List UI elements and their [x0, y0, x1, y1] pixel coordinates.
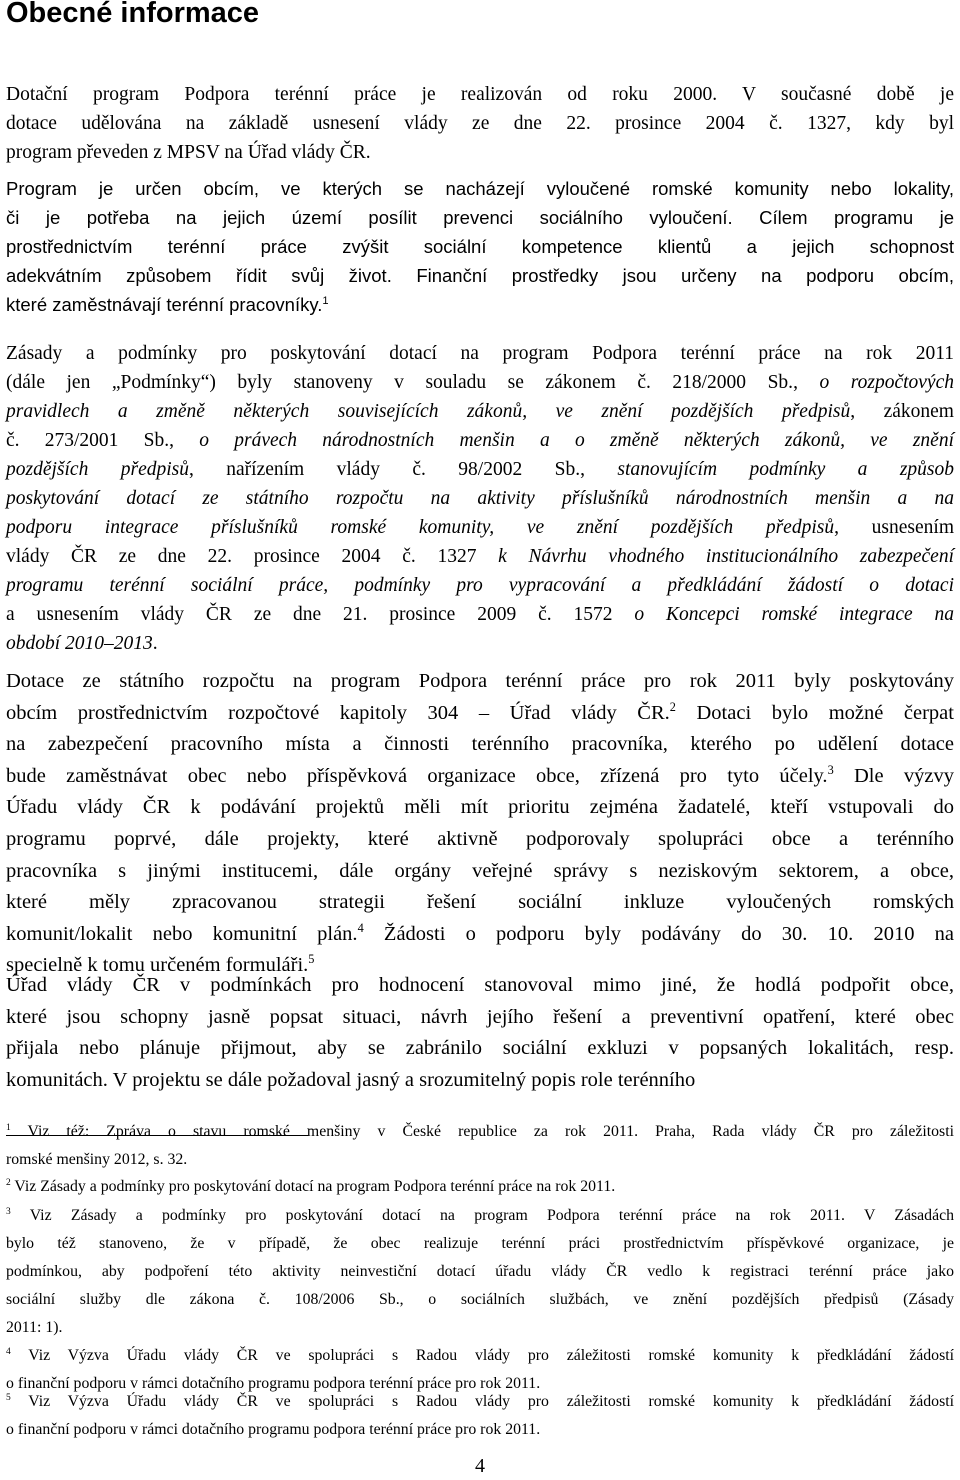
text-run: Dle výzvy [833, 764, 954, 787]
italic-text: podporu integrace příslušníků romské komunity, ve znění pozdějších předpisů [6, 517, 835, 538]
footnote-ref: 4 [6, 1346, 11, 1357]
paragraph-line [6, 232, 954, 261]
paragraph-line [6, 397, 954, 426]
text-run: na zabezpečení pracovního místa a činnosti terénního pracovníka, kterého po udělení dotace [6, 733, 954, 756]
footnote-line [6, 1314, 954, 1342]
text-run: adekvátním způsobem řídit svůj život. Finanční prostředky jsou určeny na podporu obcím, [6, 265, 954, 286]
text-run: specielně k tomu určeném formuláři. [6, 954, 309, 977]
paragraph-line [6, 1033, 954, 1065]
page-title: Obecné informace [6, 0, 260, 29]
italic-text: k Návrhu vhodného institucionálního zabezpečení [498, 546, 955, 567]
footnote-line [6, 1416, 954, 1444]
text-run: vlády ČR ze dne 22. prosince 2004 č. 1327 [6, 546, 499, 567]
paragraph-line [6, 824, 954, 856]
paragraph-line [6, 666, 954, 698]
italic-text: programu terénní sociální práce, podmínky pro vypracování a předkládání žádostí o dotaci [6, 575, 954, 596]
footnote-line [6, 1388, 954, 1416]
paragraph-line [6, 970, 954, 1002]
paragraph-line [6, 290, 954, 319]
italic-text: o rozpočtových [819, 372, 954, 393]
footnote-ref: 4 [357, 920, 364, 935]
text-run: prostřednictvím terénní práce zvýšit sociální kompetence klientů a jejich schopnost [6, 236, 954, 257]
italic-text: poskytování dotací ze státního rozpočtu na aktivity příslušníků národnostních menšin a na [6, 488, 954, 509]
footnote-line [6, 1258, 954, 1286]
text-run: či je potřeba na jejich území posílit prevenci sociálního vyloučení. Cílem programu je [6, 207, 954, 228]
paragraph-line [6, 542, 954, 571]
text-run: Dotaci bylo možné čerpat [675, 701, 954, 724]
footnote-line [6, 1173, 954, 1201]
footnote-ref: 5 [308, 952, 315, 967]
paragraph-line [6, 856, 954, 888]
paragraph-line [6, 513, 954, 542]
text-run: které měly zpracovanou strategii řešení sociální inkluze vyloučených romských [6, 891, 954, 914]
footnote-2 [6, 1173, 954, 1201]
footnote-ref: 2 [669, 699, 676, 714]
text-run: Zásady a podmínky pro poskytování dotací na program Podpora terénní práce na rok 2011 [6, 343, 954, 364]
italic-text: o právech národnostních menšin a o změně některých zákonů, ve znění [199, 430, 954, 451]
footnote-ref: 2 [6, 1177, 11, 1188]
text-run: Viz Zásady a podmínky pro poskytování dotací na program Podpora terénní práce na rok 2011. V Zásadách [10, 1207, 954, 1224]
text-run: o finanční podporu v rámci dotačního programu podpora terénní práce pro rok 2011. [6, 1421, 541, 1438]
text-run: sociální služby dle zákona č. 108/2006 Sb., o sociálních službách, ve znění pozdějších předpisů (Zásady [6, 1291, 954, 1308]
text-run: bylo též stanoveno, že v případě, že obec realizuje terénní práci prostřednictvím příspěvkové organizace, je [6, 1235, 954, 1252]
footnote-ref: 1 [6, 1122, 11, 1133]
paragraph-line [6, 484, 954, 513]
text-run: o finanční podporu v rámci dotačního programu podpora terénní práce pro rok 2011. [6, 1375, 541, 1392]
text-run: Viz Zásady a podmínky pro poskytování dotací na program Podpora terénní práce na rok 2011. [10, 1178, 616, 1195]
text-run: Program je určen obcím, ve kterých se nacházejí vyloučené romské komunity nebo lokality, [6, 178, 954, 199]
paragraph-line [6, 629, 954, 658]
paragraph-line [6, 80, 954, 109]
text-run: Viz též: Zpráva o stavu romské menšiny v České republice za rok 2011. Praha, Rada vlády ČR pro záležitosti [10, 1123, 954, 1140]
paragraph-line [6, 887, 954, 919]
paragraph-line [6, 203, 954, 232]
paragraph-line [6, 339, 954, 368]
text-run: které zaměstnávají terénní pracovníky. [6, 294, 323, 315]
text-run: pracovníka s jinými institucemi, dále orgány veřejné správy s neziskovým sektorem, a obce, [6, 859, 954, 882]
text-run: komunitách. V projektu se dále požadoval jasný a srozumitelný popis role terénního [6, 1068, 696, 1091]
italic-text: pravidlech a změně některých souvisejících zákonů, ve znění pozdějších předpisů [6, 401, 851, 422]
footnote-5 [6, 1388, 954, 1444]
footnote-1 [6, 1118, 954, 1174]
footnote-ref: 5 [6, 1392, 11, 1403]
paragraph-grants [6, 666, 954, 982]
text-run: , [793, 372, 820, 393]
text-run: , zákonem [850, 401, 954, 422]
footnote-line [6, 1202, 954, 1230]
paragraph-line [6, 368, 954, 397]
footnote-ref: 3 [827, 762, 834, 777]
paragraph-evaluation [6, 970, 954, 1096]
footnote-line [6, 1146, 954, 1174]
paragraph-rules [6, 339, 954, 658]
italic-text: pozdějších předpisů [6, 459, 189, 480]
text-run: programu poprvé, dále projekty, které aktivně podporovaly spolupráci obce a terénního [6, 827, 954, 850]
paragraph-line [6, 174, 954, 203]
paragraph-line [6, 600, 954, 629]
paragraph-line [6, 138, 954, 167]
text-run: Úřad vlády ČR v podmínkách pro hodnocení stanovoval mimo jiné, že hodlá podpořit obce, [6, 974, 954, 996]
text-run: podmínkou, aby podpoření této aktivity neinvestiční dotací úřadu vlády ČR vedlo k registraci terénní práce jako [6, 1263, 954, 1280]
footnote-ref: 3 [6, 1206, 11, 1217]
paragraph-line [6, 261, 954, 290]
text-run: romské menšiny 2012, s. 32. [6, 1151, 188, 1168]
text-run: program převeden z MPSV na Úřad vlády ČR. [6, 142, 371, 163]
text-run: které jsou schopny jasně popsat situaci, návrh jejího řešení a preventivní opatření, které obec [6, 1005, 954, 1028]
footnote-3 [6, 1202, 954, 1342]
text-run: Viz Výzva Úřadu vlády ČR ve spolupráci s Radou vlády pro záležitosti romské komunity k předkládání žádostí [10, 1347, 954, 1364]
text-run: Dotační program Podpora terénní práce je realizován od roku 2000. V současné době je [6, 84, 954, 105]
paragraph-line [6, 426, 954, 455]
text-run: Žádosti o podporu byly podávány do 30. 10. 2010 na [363, 922, 954, 945]
text-run: Viz Výzva Úřadu vlády ČR ve spolupráci s Radou vlády pro záležitosti romské komunity k předkládání žádostí [10, 1393, 954, 1410]
text-run: 2011: 1). [6, 1319, 63, 1336]
footnote-line [6, 1342, 954, 1370]
paragraph-line [6, 792, 954, 824]
italic-text: stanovujícím podmínky a způsob [617, 459, 955, 480]
text-run: , nařízením vlády č. 98/2002 Sb., [188, 459, 618, 480]
paragraph-line [6, 109, 954, 138]
paragraph-line [6, 729, 954, 761]
text-run: dotace udělována na základě usnesení vlády ze dne 22. prosince 2004 č. 1327, kdy byl [6, 113, 954, 134]
footnote-line [6, 1118, 954, 1146]
paragraph-line [6, 1065, 954, 1097]
paragraph-line [6, 1002, 954, 1034]
paragraph-intro [6, 80, 954, 167]
text-run: obcím prostřednictvím rozpočtové kapitoly 304 – Úřad vlády ČR. [6, 701, 670, 724]
paragraph-line [6, 698, 954, 730]
paragraph-purpose [6, 174, 954, 319]
italic-text: o Koncepci romské integrace na [634, 604, 954, 625]
text-run: bude zaměstnávat obec nebo příspěvková organizace obce, zřízená pro tyto účely. [6, 764, 828, 787]
text-run: , usnesením [834, 517, 954, 538]
footnote-line [6, 1286, 954, 1314]
text-run: komunit/lokalit nebo komunitní plán. [6, 922, 358, 945]
paragraph-line [6, 455, 954, 484]
footnote-line [6, 1230, 954, 1258]
paragraph-line [6, 919, 954, 951]
paragraph-line [6, 571, 954, 600]
text-run: Úřadu vlády ČR k podávání projektů měli mít prioritu zejména žadatelé, kteří vstupovali do [6, 796, 954, 819]
text-run: Dotace ze státního rozpočtu na program Podpora terénní práce pro rok 2011 byly poskytovány [6, 670, 954, 692]
page-number: 4 [475, 1455, 485, 1477]
text-run: a usnesením vlády ČR ze dne 21. prosince 2009 č. 1572 [6, 604, 635, 625]
text-run: přijala nebo plánuje přijmout, aby se zabránilo sociální exkluzi v popsaných lokalitách, resp. [6, 1037, 954, 1060]
italic-text: období 2010–2013 [6, 633, 153, 654]
text-run: (dále jen „Podmínky“) byly stanoveny v souladu se zákonem č. 218/2000 Sb. [6, 372, 794, 393]
paragraph-line [6, 761, 954, 793]
footnote-ref: 1 [322, 294, 329, 307]
text-run: . [152, 633, 158, 654]
text-run: č. 273/2001 Sb., [6, 430, 200, 451]
